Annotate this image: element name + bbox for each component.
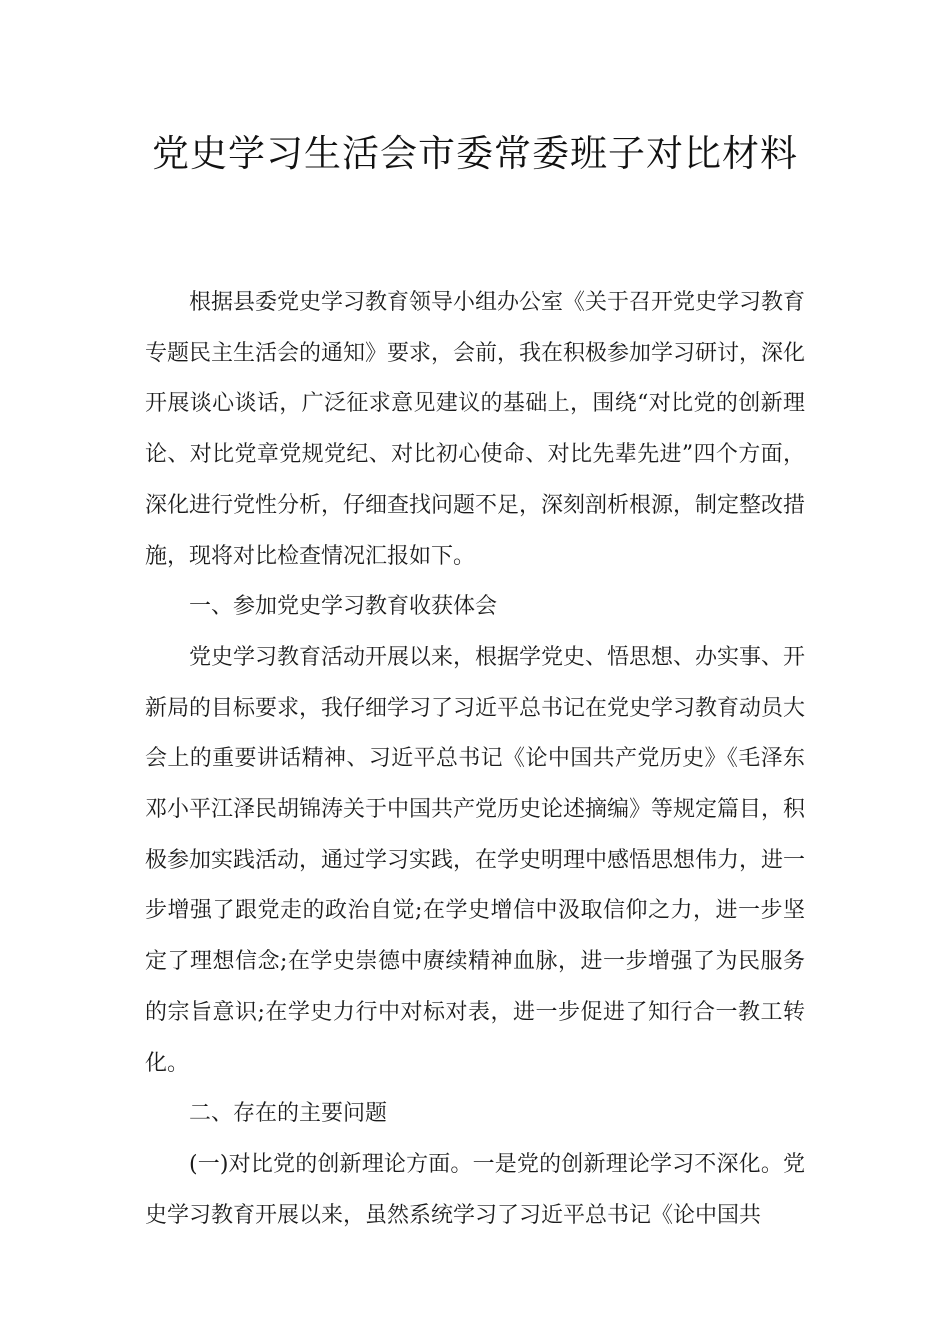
section-1-paragraph: 党史学习教育活动开展以来，根据学党史、悟思想、办实事、开新局的目标要求，我仔细学习了习近平总书记在党史学习教育动员大会上的重要讲话精神、习近平总书记《论中国共产党历史》《毛泽东邓小平江泽民胡锦涛关于中国共产党历史论述摘编》等规定篇目，积极参加实践活动，通过学习实践，在学史明理中感悟思想伟力，进一步增强了跟党走的政治自觉;在学史增信中汲取信仰之力，进一步坚定了理想信念;在学史崇德中赓续精神血脉，进一步增强了为民服务的宗旨意识;在学史力行中对标对表，进一步促进了知行合一教工转化。 [145, 644, 806, 1076]
intro-paragraph: 根据县委党史学习教育领导小组办公室《关于召开党史学习教育专题民主生活会的通知》要求，会前，我在积极参加学习研讨，深化开展谈心谈话，广泛征求意见建议的基础上，围绕“对比党的创新理论、对比党章党规党纪、对比初心使命、对比先辈先进”四个方面，深化进行党性分析，仔细查找问题不足，深刻剖析根源，制定整改措施，现将对比检查情况汇报如下。 [145, 290, 806, 569]
section-heading-2: 二、存在的主要问题 [189, 1101, 388, 1127]
section-heading-1: 一、参加党史学习教育收获体会 [189, 594, 498, 620]
section-2-paragraph: (一)对比党的创新理论方面。一是党的创新理论学习不深化。党史学习教育开展以来，虽然系统学习了习近平总书记《论中国共 [145, 1151, 805, 1228]
document-body [145, 278, 805, 1241]
document-title: 党史学习生活会市委常委班子对比材料 [152, 132, 798, 175]
